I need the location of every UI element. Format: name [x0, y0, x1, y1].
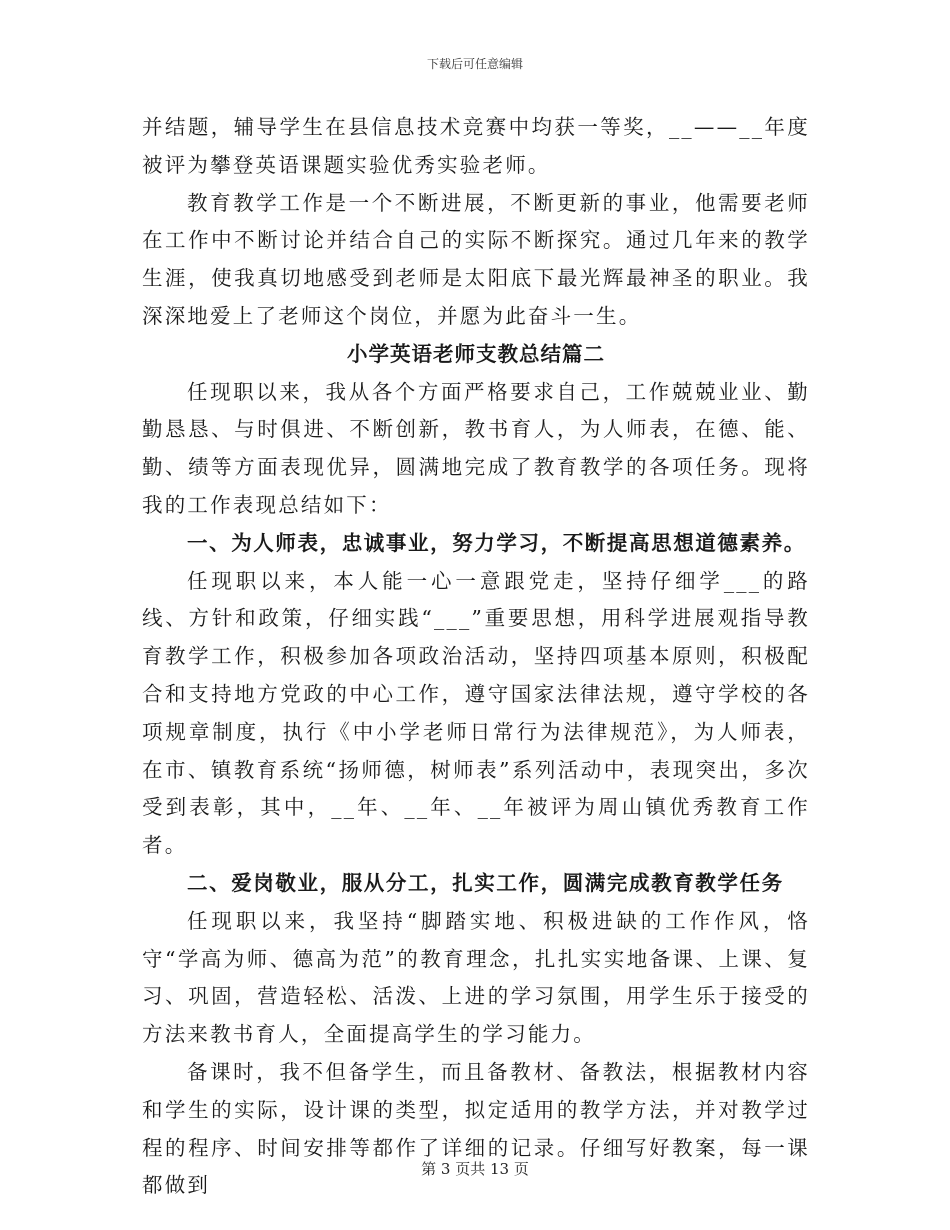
page-header: 下载后可任意编辑 [426, 57, 523, 71]
section-title: 小学英语老师支教总结篇二 [347, 341, 605, 366]
paragraph-continuation: 并结题，辅导学生在县信息技术竞赛中均获一等奖，__——__年度被评为攀登英语课题实验优秀实验老师。 [142, 115, 810, 177]
paragraph: 教育教学工作是一个不断进展，不断更新的事业，他需要老师在工作中不断讨论并结合自己的实际不断探究。通过几年来的教学生涯，使我真切地感受到老师是太阳底下最光辉最神圣的职业。我深深地爱上了老师这个岗位，并愿为此奋斗一生。 [142, 190, 810, 328]
paragraph: 备课时，我不但备学生，而且备教材、备教法，根据教材内容和学生的实际，设计课的类型，拟定适用的教学方法，并对教学过程的程序、时间安排等都作了详细的记录。仔细写好教案，每一课都做到 [142, 1059, 810, 1198]
page-footer: 第 3 页共 13 页 [421, 1160, 529, 1178]
document-body [142, 109, 810, 1205]
section-heading: 二、爱岗敬业，服从分工，扎实工作，圆满完成教育教学任务 [187, 870, 784, 895]
section-heading: 一、为人师表，忠诚事业，努力学习，不断提高思想道德素养。 [187, 530, 806, 555]
paragraph: 任现职以来，本人能一心一意跟党走，坚持仔细学___的路线、方针和政策，仔细实践“___”重要思想，用科学进展观指导教育教学工作，积极参加各项政治活动，坚持四项基本原则，积极配合和支持地方党政的中心工作，遵守国家法律法规，遵守学校的各项规章制度，执行《中小学老师日常行为法律规范》，为人师表，在市、镇教育系统“扬师德，树师表”系列活动中，表现突出，多次受到表彰，其中，__年、__年、__年被评为周山镇优秀教育工作者。 [142, 568, 810, 858]
paragraph: 任现职以来，我从各个方面严格要求自己，工作兢兢业业、勤勤恳恳、与时俱进、不断创新，教书育人，为人师表，在德、能、勤、绩等方面表现优异，圆满地完成了教育教学的各项任务。现将我的工作表现总结如下： [142, 379, 810, 517]
paragraph: 任现职以来，我坚持“脚踏实地、积极进缺的工作作风，恪守“学高为师、德高为范”的教育理念，扎扎实实地备课、上课、复习、巩固，营造轻松、活泼、上进的学习氛围，用学生乐于接受的方法来教书育人，全面提高学生的学习能力。 [142, 908, 810, 1047]
